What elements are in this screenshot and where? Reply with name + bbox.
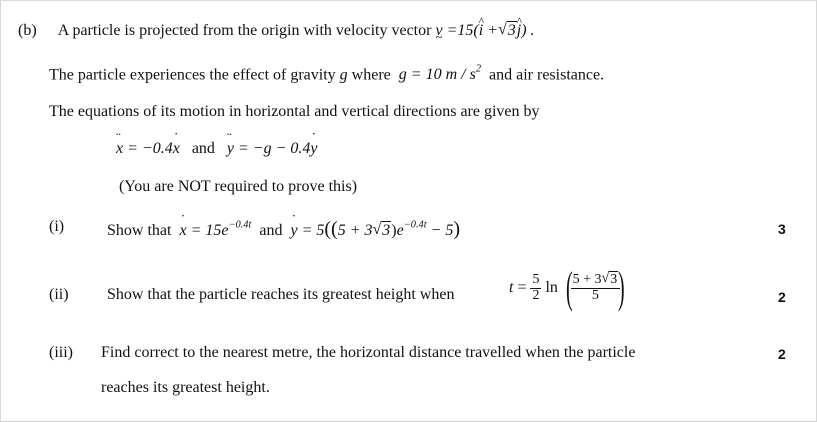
question-ii-expr: t = $\frac{5}{2}$ ln ( $\frac{5 + 3√ 3}{5}$ ) [509,266,629,326]
part-b-line [18,22,535,40]
question-i-expr: ˙ $x = 15e^{-0.4t}$ [175,222,255,239]
velocity-expression: v ~ =15(^ i +√ 3^ j) . [435,22,534,39]
question-i-text: Show that [107,222,172,239]
gravity-prefix: The particle experiences the effect of gravity [49,66,336,84]
question-iii-marks: 2 [778,346,786,362]
question-i: Show that ˙ $x = 15e^{-0.4t}$ and ˙ y = 5((5 + 3√ $3)e^{-0.4t} - 5$) [107,218,460,241]
question-i-marks: 3 [778,221,786,237]
equations-intro: The equations of its motion in horizontal and vertical directions are given by [49,103,540,120]
question-ii-marks: 2 [778,289,786,305]
question-ii-label: (ii) [49,286,69,303]
question-i-label: (i) [49,218,65,235]
note: (You are NOT required to prove this) [119,178,358,195]
question-iii-text: Find correct to the nearest metre, the horizontal distance travelled when the particle [101,344,636,361]
question-ii-text: Show that the particle reaches its greatest height when [107,286,455,303]
gravity-suffix: and air resistance. [489,66,605,84]
question-iii-text-cont: reaches its greatest height. [101,379,270,396]
gravity-line: The particle experiences the effect of gravity g where g = 10 m / $s^2$ and air resistance. [49,64,605,84]
gravity-value: g = 10 m / $s^2$ [394,64,482,84]
gravity-middle: where [351,66,391,84]
part-label: (b) [18,22,37,39]
question-iii-label: (iii) [49,344,73,361]
intro-text: A particle is projected from the origin with velocity vector [57,22,432,39]
equations: ¨ x = −0.4˙ x and ¨ y = −g − 0.4˙ y [116,140,318,158]
